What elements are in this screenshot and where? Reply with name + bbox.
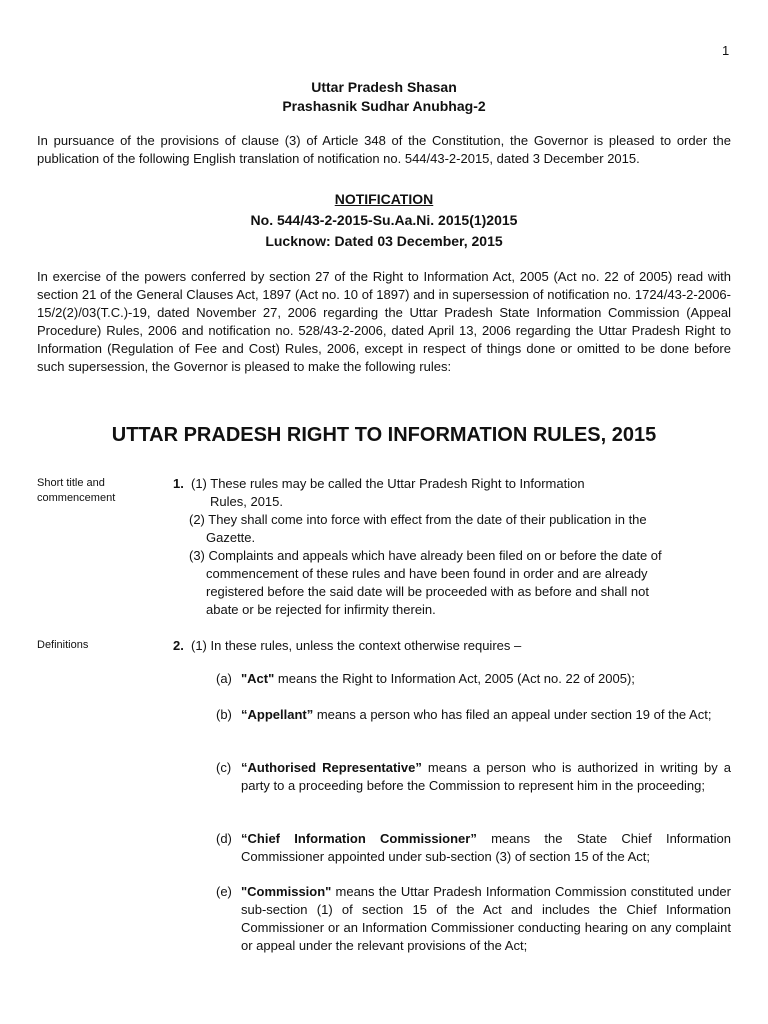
definition-text: means the State Chief Information Commissioner appointed under sub-section (3) of section 15 of the Act; <box>241 831 731 864</box>
definition-text: means a person who has filed an appeal under section 19 of the Act; <box>313 707 712 722</box>
definition-text: means the Right to Information Act, 2005 (Act no. 22 of 2005); <box>274 671 635 686</box>
definition-authorised-representative <box>241 759 731 795</box>
rule-1-sub-2: (2) They shall come into force with effect from the date of their publication in the <box>189 512 647 527</box>
definition-letter: (b) <box>216 707 232 722</box>
notification-number: No. 544/43-2-2015-Su.Aa.Ni. 2015(1)2015 <box>250 212 518 228</box>
intro-paragraph: In pursuance of the provisions of clause (3) of Article 348 of the Constitution, the Governor is pleased to order the publication of the following English translation of notification no. 544/43-2-2015, dated 3 December 2015. <box>37 133 731 166</box>
definition-term: “Authorised Representative” <box>241 760 422 775</box>
definition-text: means a person who is authorized in writing by a party to a proceeding before the Commission to represent him in the proceeding; <box>241 760 731 793</box>
definition-act <box>241 670 731 688</box>
rule-1-sub-2-cont: Gazette. <box>206 530 256 545</box>
definition-commission <box>241 883 731 955</box>
rule-1-sub-3-cont: commencement of these rules and have been found in order and are already <box>206 566 648 581</box>
notification-date: Lucknow: Dated 03 December, 2015 <box>265 233 503 249</box>
definition-appellant <box>241 706 731 724</box>
definition-letter: (d) <box>216 831 232 846</box>
definition-chief-information-commissioner <box>241 830 731 866</box>
definition-term: “Chief Information Commissioner” <box>241 831 477 846</box>
definition-letter: (a) <box>216 671 232 686</box>
rule-1-sub-3-cont: abate or be rejected for infirmity therein. <box>206 602 436 617</box>
definition-text: means the Uttar Pradesh Information Commission constituted under sub-section (1) of section 15 of the Act and includes the Chief Information Commissioner or an Information Commissioner conducting hearing on any complaint or appeal under the relevant provisions of the Act; <box>241 884 731 953</box>
notification-title: NOTIFICATION <box>334 191 434 207</box>
rules-title: UTTAR PRADESH RIGHT TO INFORMATION RULES, 2015 <box>111 424 657 446</box>
margin-note-short-title <box>37 476 147 506</box>
definition-letter: (e) <box>216 884 232 899</box>
header-line-1: Uttar Pradesh Shasan <box>311 79 457 95</box>
rule-2-intro: (1) In these rules, unless the context otherwise requires – <box>191 638 522 653</box>
definition-letter: (c) <box>216 760 232 775</box>
margin-note-line: Short title and <box>37 477 105 489</box>
rule-number: 2. <box>173 638 184 653</box>
rule-1-sub-1-cont: Rules, 2015. <box>210 494 283 509</box>
rule-1-sub-3: (3) Complaints and appeals which have already been filed on or before the date of <box>189 548 662 563</box>
definition-term: "Commission" <box>241 884 332 899</box>
page-number: 1 <box>722 43 730 58</box>
rule-number: 1. <box>173 476 184 491</box>
header-line-2: Prashasnik Sudhar Anubhag-2 <box>282 98 486 114</box>
rule-1-sub-1: (1) These rules may be called the Uttar Pradesh Right to Information <box>191 476 585 491</box>
rule-1-sub-3-cont: registered before the said date will be proceeded with as before and shall not <box>206 584 650 599</box>
definition-term: "Act" <box>241 671 275 686</box>
main-paragraph: In exercise of the powers conferred by section 27 of the Right to Information Act, 2005 (Act no. 22 of 2005) read with section 21 of the General Clauses Act, 1897 (Act no. 10 of 1897) and in supersession of notification no. 1724/43-2-2006-15/2(2)/03(T.C.)-19, dated November 27, 2006 regarding the Uttar Pradesh State Information Commission (Appeal Procedure) Rules, 2006 and notification no. 528/43-2-2006, dated April 13, 2006 regarding the Uttar Pradesh Right to Information (Regulation of Fee and Cost) Rules, 2006, except in respect of things done or omitted to be done before such supersession, the Governor is pleased to make the following rules: <box>37 269 731 374</box>
margin-note-line: commencement <box>37 492 116 504</box>
margin-note-definitions: Definitions <box>37 639 89 651</box>
definition-term: “Appellant” <box>241 707 314 722</box>
